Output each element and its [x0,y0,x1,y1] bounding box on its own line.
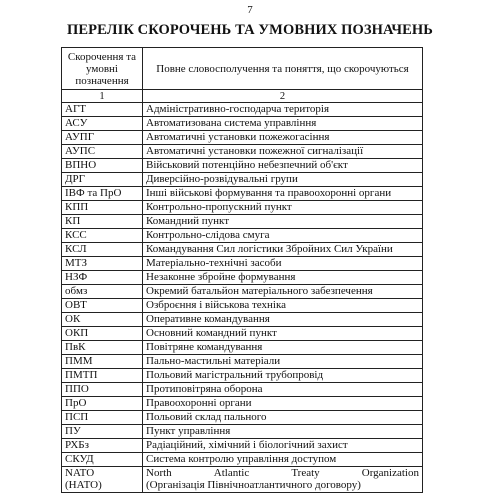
abbreviations-table [61,47,423,493]
table-row [62,411,423,425]
abbr-cell: ПСП [62,411,143,425]
full-cell: Пально-мастильні матеріали [143,355,423,369]
table-row [62,229,423,243]
column-number-row [62,90,423,103]
full-cell: Протиповітряна оборона [143,383,423,397]
abbr-cell: ОВТ [62,299,143,313]
table-row [62,341,423,355]
abbr-cell: КП [62,215,143,229]
table-row [62,453,423,467]
full-cell: Польовий магістральний трубопровід [143,369,423,383]
full-cell: Командування Сил логістики Збройних Сил України [143,243,423,257]
table-row [62,369,423,383]
full-cell: Пункт управління [143,425,423,439]
table-row-nato [62,467,423,493]
table-row [62,187,423,201]
full-word: Organization [361,467,419,479]
header-full-meaning: Повне словосполучення та поняття, що скорочуються [143,48,423,90]
abbr-cell: ПМТП [62,369,143,383]
full-cell: Автоматичні установки пожежної сигналізації [143,145,423,159]
full-cell: Контрольно-слідова смуга [143,229,423,243]
full-cell: Озброєння і військова техніка [143,299,423,313]
abbr-cell: ВПНО [62,159,143,173]
full-cell: Інші військові формування та правоохоронні органи [143,187,423,201]
full-cell: Правоохоронні органи [143,397,423,411]
table-row [62,383,423,397]
table-row [62,173,423,187]
abbr-line-2: (НАТО) [65,479,102,491]
header-abbreviation: Скорочення та умовні позначення [62,48,143,90]
full-cell: Адміністративно-господарча територія [143,103,423,117]
abbr-cell: ППО [62,383,143,397]
table-row [62,215,423,229]
full-cell: Автоматичні установки пожежогасіння [143,131,423,145]
table-row [62,159,423,173]
table-header-row [62,48,423,90]
table-row [62,243,423,257]
abbr-cell: СКУД [62,453,143,467]
table-row [62,425,423,439]
table-row [62,201,423,215]
full-word: North [146,467,172,479]
abbr-cell: КСЛ [62,243,143,257]
abbr-cell: ОКП [62,327,143,341]
full-word: Atlantic [213,467,250,479]
full-cell: Автоматизована система управління [143,117,423,131]
abbr-cell: ДРГ [62,173,143,187]
table-row [62,131,423,145]
page-number: 7 [247,4,253,16]
table-row [62,313,423,327]
full-cell: Незаконне збройне формування [143,271,423,285]
abbr-cell: АУПС [62,145,143,159]
table-row [62,439,423,453]
abbr-cell: ІВФ та ПрО [62,187,143,201]
abbr-cell: МТЗ [62,257,143,271]
abbr-cell: ПрО [62,397,143,411]
column-number-1: 1 [62,90,143,103]
abbr-cell: ПУ [62,425,143,439]
full-cell: Командний пункт [143,215,423,229]
abbr-cell: ПвК [62,341,143,355]
abbr-line-1: NATO [65,467,95,479]
full-cell: Система контролю управління доступом [143,453,423,467]
full-cell: Повітряне командування [143,341,423,355]
abbr-cell: ОК [62,313,143,327]
abbr-cell: КПП [62,201,143,215]
full-cell: Основний командний пункт [143,327,423,341]
full-cell: Військовий потенційно небезпечний об'єкт [143,159,423,173]
full-cell: Контрольно-пропускний пункт [143,201,423,215]
table-body [62,103,423,467]
full-cell: Радіаційний, хімічний і біологічний захист [143,439,423,453]
abbr-cell: АСУ [62,117,143,131]
abbr-cell: АУПГ [62,131,143,145]
full-cell: Польовий склад пального [143,411,423,425]
table-row [62,397,423,411]
abbr-cell: НЗФ [62,271,143,285]
column-number-2: 2 [143,90,423,103]
full-cell: Окремий батальйон матеріального забезпечення [143,285,423,299]
table-row [62,145,423,159]
table-row [62,299,423,313]
full-cell: Оперативне командування [143,313,423,327]
table-row [62,285,423,299]
table-row [62,257,423,271]
abbr-cell: РХБз [62,439,143,453]
page-title: ПЕРЕЛІК СКОРОЧЕНЬ ТА УМОВНИХ ПОЗНАЧЕНЬ [67,22,433,38]
table-row [62,355,423,369]
full-line-2: (Організація Північноатлантичного договору) [146,479,361,491]
full-cell [143,467,423,493]
full-cell: Диверсійно-розвідувальні групи [143,173,423,187]
table-row [62,327,423,341]
full-word: Treaty [291,467,320,479]
full-line-1 [146,467,419,479]
table-row [62,271,423,285]
abbr-cell: АГТ [62,103,143,117]
abbr-cell: КСС [62,229,143,243]
abbr-cell: ПММ [62,355,143,369]
abbr-cell [62,467,143,493]
table-row [62,103,423,117]
table-row [62,117,423,131]
full-cell: Матеріально-технічні засоби [143,257,423,271]
abbr-cell: обмз [62,285,143,299]
